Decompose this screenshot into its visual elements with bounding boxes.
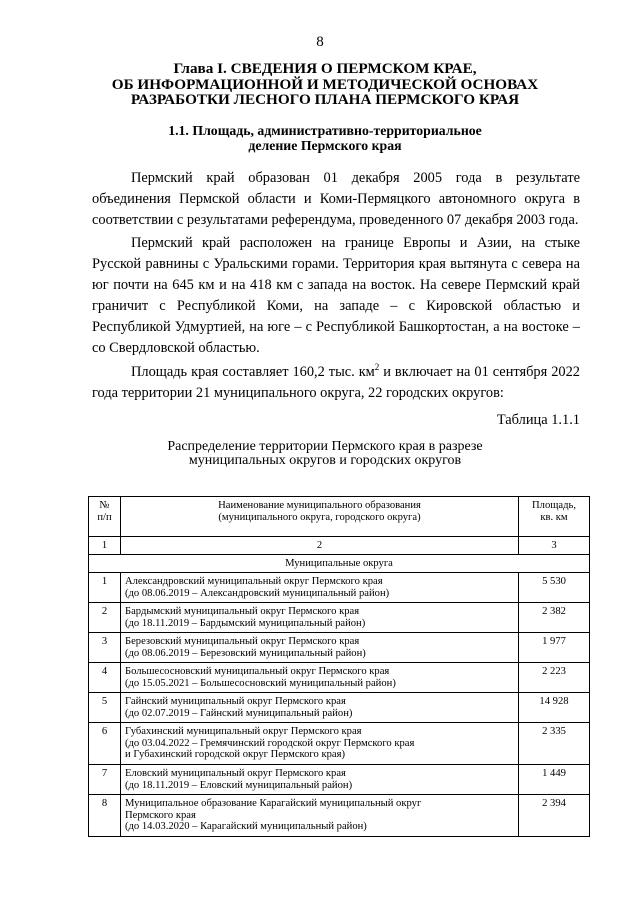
row-area: 2 335 xyxy=(519,723,590,765)
table-caption-line: муниципальных округов и городских округов xyxy=(188,453,462,468)
table-row xyxy=(89,723,590,765)
table-row xyxy=(89,633,590,663)
row-name: Большесосновский муниципальный округ Пермского края (до 15.05.2021 – Большесосновский муниципальный район) xyxy=(121,663,519,693)
header-name: Наименование муниципального образования (муниципального округа, городского округа) xyxy=(121,497,519,537)
row-area: 2 394 xyxy=(519,795,590,837)
column-number: 1 xyxy=(89,537,121,555)
row-area: 1 977 xyxy=(519,633,590,663)
row-name: Гайнский муниципальный округ Пермского края (до 02.07.2019 – Гайнский муниципальный район) xyxy=(121,693,519,723)
row-name: Муниципальное образование Карагайский муниципальный округ Пермского края (до 14.03.2020 – Карагайский муниципальный район) xyxy=(121,795,519,837)
table-header-row xyxy=(89,497,590,537)
paragraph-area-end: и включает на 01 сентября 2022 года территории 21 муниципального округа, 22 городских округов: xyxy=(92,364,580,401)
row-num: 2 xyxy=(89,603,121,633)
chapter-title-line: РАЗРАБОТКИ ЛЕСНОГО ПЛАНА ПЕРМСКОГО КРАЯ xyxy=(130,91,520,108)
column-number: 2 xyxy=(121,537,519,555)
table-row xyxy=(89,603,590,633)
chapter-title-line: ОБ ИНФОРМАЦИОННОЙ И МЕТОДИЧЕСКОЙ ОСНОВАХ xyxy=(111,75,539,93)
paragraph-location: Пермский край расположен на границе Европы и Азии, на стыке Русской равнины с Уральскими горами. Территория края вытянута с севера на юг почти на 645 км и на 418 км с запада на восток. На севере Пермский край граничит с Республикой Коми, на западе – с Кировской областью и Республикой Удмуртией, на юге – с Республикой Башкортостан, а на востоке – со Свердловской областью. xyxy=(92,235,580,356)
row-num: 6 xyxy=(89,723,121,765)
row-num: 1 xyxy=(89,573,121,603)
table-label: Таблица 1.1.1 xyxy=(496,412,580,428)
row-num: 7 xyxy=(89,765,121,795)
row-name: Бардымский муниципальный округ Пермского края (до 18.11.2019 – Бардымский муниципальный район) xyxy=(121,603,519,633)
territory-table xyxy=(88,496,590,837)
row-name: Еловский муниципальный округ Пермского края (до 18.11.2019 – Еловский муниципальный район) xyxy=(121,765,519,795)
group-label: Муниципальные округа xyxy=(89,555,590,573)
table-row xyxy=(89,795,590,837)
row-area: 2 223 xyxy=(519,663,590,693)
group-row xyxy=(89,555,590,573)
row-num: 3 xyxy=(89,633,121,663)
row-area: 1 449 xyxy=(519,765,590,795)
section-title-line: деление Пермского края xyxy=(248,138,402,153)
paragraph-area-start: Площадь края составляет 160,2 тыс. км xyxy=(131,364,375,380)
column-number-row xyxy=(89,537,590,555)
table-row xyxy=(89,573,590,603)
row-name: Березовский муниципальный округ Пермского края (до 08.06.2019 – Березовский муниципальный район) xyxy=(121,633,519,663)
row-num: 5 xyxy=(89,693,121,723)
page-number: 8 xyxy=(316,34,324,50)
chapter-title xyxy=(95,61,555,108)
row-area: 2 382 xyxy=(519,603,590,633)
header-num: № п/п xyxy=(89,497,121,537)
row-num: 4 xyxy=(89,663,121,693)
table-row xyxy=(89,765,590,795)
chapter-title-line: Глава I. СВЕДЕНИЯ О ПЕРМСКОМ КРАЕ, xyxy=(173,60,477,77)
row-area: 14 928 xyxy=(519,693,590,723)
paragraph-area xyxy=(92,362,580,404)
superscript-squared: 2 xyxy=(374,362,380,372)
section-title xyxy=(120,123,530,153)
table-row xyxy=(89,663,590,693)
section-title-line: 1.1. Площадь, административно-территориальное xyxy=(168,123,482,138)
row-area: 5 530 xyxy=(519,573,590,603)
paragraph-formation: Пермский край образован 01 декабря 2005 года в результате объединения Пермской области и Коми-Пермяцкого автономного округа в соответствии с результатами референдума, проведенного 07 декабря 2003 года. xyxy=(92,170,580,228)
header-area: Площадь, кв. км xyxy=(519,497,590,537)
table-row xyxy=(89,693,590,723)
row-name: Губахинский муниципальный округ Пермского края (до 03.04.2022 – Гремячинский городской округ Пермского края и Губахинский городской округ Пермского края) xyxy=(121,723,519,765)
table-caption xyxy=(130,440,520,468)
row-num: 8 xyxy=(89,795,121,837)
column-number: 3 xyxy=(519,537,590,555)
row-name: Александровский муниципальный округ Пермского края (до 08.06.2019 – Александровский муниципальный район) xyxy=(121,573,519,603)
table-caption-line: Распределение территории Пермского края в разрезе xyxy=(167,439,483,454)
body-text xyxy=(92,168,580,404)
